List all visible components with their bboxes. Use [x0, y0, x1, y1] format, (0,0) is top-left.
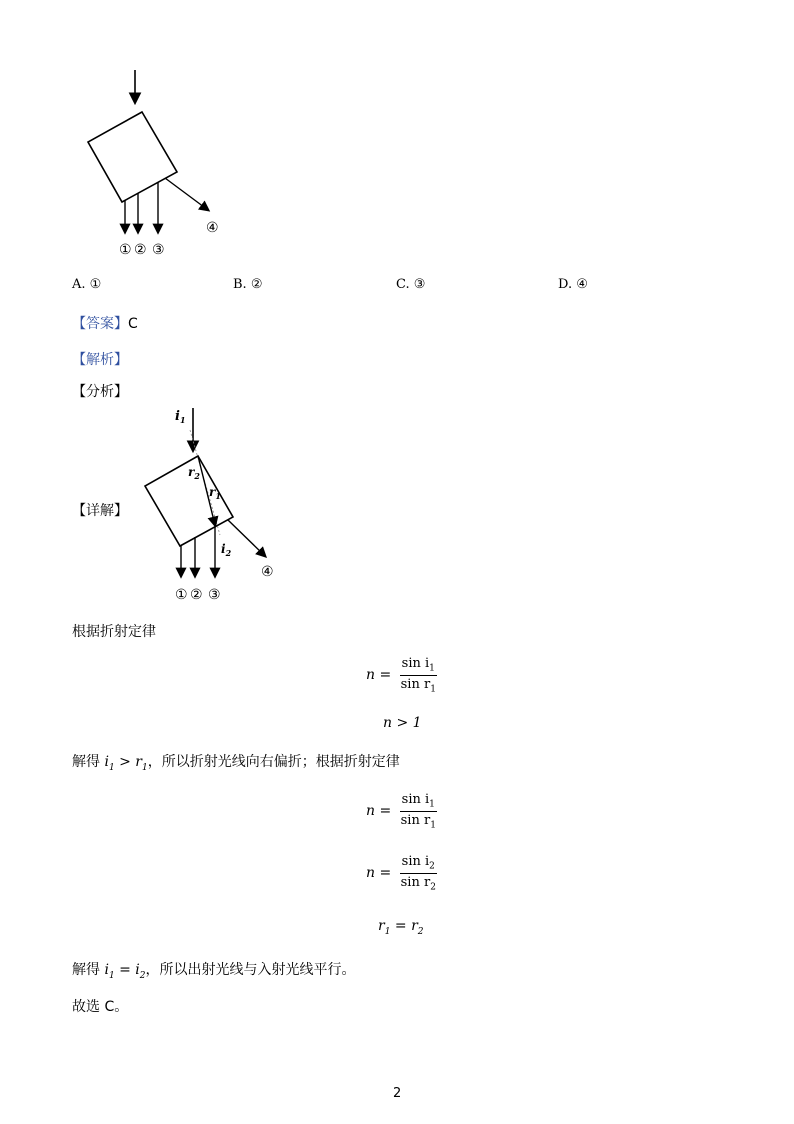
glass-block [88, 112, 177, 202]
line-conclusion: 故选 C。 [72, 999, 129, 1015]
option-c[interactable]: C. ③ [396, 277, 426, 292]
page-number: 2 [393, 1086, 402, 1101]
xiangjie-tag: 【详解】 [72, 503, 128, 519]
option-a[interactable]: A. ① [72, 277, 102, 292]
label-i1: $i_1$ [175, 409, 186, 425]
label-4b: ④ [261, 564, 274, 580]
label-1b: ① [175, 587, 188, 603]
label-2: ② [134, 242, 147, 258]
line-solve-1: 解得 $i_1 > r_1$，所以折射光线向右偏折；根据折射定律 [72, 754, 400, 773]
label-i2: $i_2$ [221, 542, 232, 558]
equation-4: n = $\frac{\sin i_2}{\sin r_2}$ [366, 854, 436, 893]
fenxi-tag: 【分析】 [72, 384, 128, 400]
option-b[interactable]: B. ② [233, 277, 263, 292]
answer-line [72, 313, 138, 333]
label-r2: $r_2$ [188, 465, 200, 481]
figure-prism-1 [70, 60, 260, 270]
label-3b: ③ [208, 587, 221, 603]
analysis-tag: 【解析】 [72, 352, 128, 368]
label-4: ④ [206, 220, 219, 236]
equation-5: $r_1 = r_2$ [378, 918, 424, 937]
answer-value: C [128, 316, 138, 332]
answer-tag: 【答案】 [72, 316, 128, 332]
label-2b: ② [190, 587, 203, 603]
figure-prism-2 [135, 400, 295, 610]
label-1: ① [119, 242, 132, 258]
equation-2: n > 1 [383, 715, 422, 731]
equation-3: n = $\frac{\sin i_1}{\sin r_1}$ [366, 792, 436, 831]
equation-1: n = $\frac{\sin i_1}{\sin r_1}$ [366, 656, 436, 695]
line-refraction-law: 根据折射定律 [72, 624, 156, 640]
option-d[interactable]: D. ④ [558, 277, 588, 292]
label-r1: $r_1$ [209, 485, 221, 501]
line-solve-2: 解得 $i_1 = i_2$，所以出射光线与入射光线平行。 [72, 962, 356, 981]
ray-4b [228, 520, 265, 556]
label-3: ③ [152, 242, 165, 258]
ray-4 [165, 178, 208, 210]
